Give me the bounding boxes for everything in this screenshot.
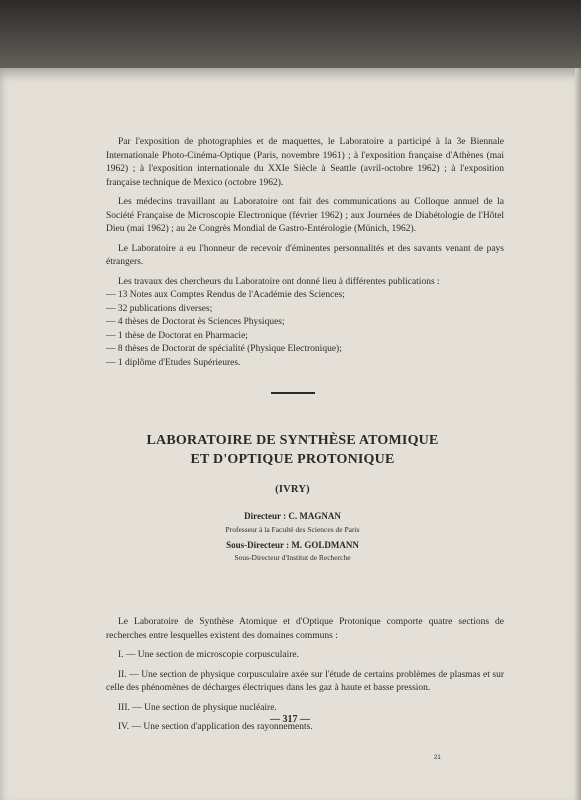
paragraph-communications: Les médecins travaillant au Laboratoire ont fait des communications au Colloque annuel de la Société Française de Microscopie Electronique (février 1962) ; aux Journées de Diabétologie de l'Hôtel Dieu (mai 1962) ; au 2e Congrès Mondial de Gastro-Entérologie (Münich, 1962). bbox=[106, 197, 504, 234]
director-name: Directeur : C. MAGNAN bbox=[244, 511, 341, 521]
lab-location: (IVRY) bbox=[275, 484, 310, 495]
list-item: — 4 thèses de Doctorat ès Sciences Physiques; bbox=[106, 317, 285, 327]
paragraph-exhibitions: Par l'exposition de photographies et de maquettes, le Laboratoire a participé à la 3e Biennale Internationale Photo-Cinéma-Optique (Paris, novembre 1961) ; à l'exposition française d'Athènes (mai 1962) ; à l'exposition internationale du XXIe Siècle à Seattle (avril-octobre 1962) ; à l'exposition française technique de Mexico (octobre 1962). bbox=[106, 137, 504, 188]
publications-list bbox=[106, 289, 504, 370]
list-item: — 1 thèse de Doctorat en Pharmacie; bbox=[106, 330, 248, 341]
list-item: — 32 publications diverses; bbox=[106, 303, 213, 314]
subdirector-name: Sous-Directeur : M. GOLDMANN bbox=[226, 540, 359, 550]
lab-title-line2: ET D'OPTIQUE PROTONIQUE bbox=[190, 452, 395, 467]
list-item: — 1 diplôme d'Etudes Supérieures. bbox=[106, 357, 241, 368]
section-item: IV. — Une section d'application des rayonnements. bbox=[118, 722, 313, 732]
lab-title-line1: LABORATOIRE DE SYNTHÈSE ATOMIQUE bbox=[146, 433, 439, 448]
section-divider bbox=[271, 392, 315, 394]
page-edge-shadow bbox=[575, 68, 581, 800]
director-role: Professeur à la Faculté des Sciences de Paris bbox=[225, 525, 360, 534]
paragraph-sections-intro: Le Laboratoire de Synthèse Atomique et d'Optique Protonique comporte quatre sections de recherches entre lesquelles existent des domaines communs : bbox=[106, 617, 504, 641]
paragraph-visitors: Le Laboratoire a eu l'honneur de recevoir d'éminentes personnalités et des savants venant de pays étrangers. bbox=[106, 243, 504, 267]
list-item: — 13 Notes aux Comptes Rendus de l'Académie des Sciences; bbox=[106, 290, 345, 300]
subdirector-role: Sous-Directeur d'Institut de Recherche bbox=[234, 553, 351, 562]
section-item: III. — Une section de physique nucléaire. bbox=[118, 702, 277, 713]
section-item: I. — Une section de microscopie corpusculaire. bbox=[118, 650, 299, 660]
document-page bbox=[0, 68, 581, 800]
page-number: — 317 — bbox=[270, 714, 310, 725]
intro-text-block bbox=[106, 136, 504, 370]
corner-mark: 21 bbox=[434, 755, 441, 761]
list-item: — 8 thèses de Doctorat de spécialité (Physique Electronique); bbox=[106, 344, 342, 354]
section-item: II. — Une section de physique corpusculaire axée sur l'étude de certains problèmes de plasmas et sur celle des phénomènes de décharges électriques dans les gaz à haute et basse pression. bbox=[106, 669, 504, 693]
paragraph-publications-intro: Les travaux des chercheurs du Laboratoire ont donné lieu à différentes publications : bbox=[118, 276, 440, 287]
